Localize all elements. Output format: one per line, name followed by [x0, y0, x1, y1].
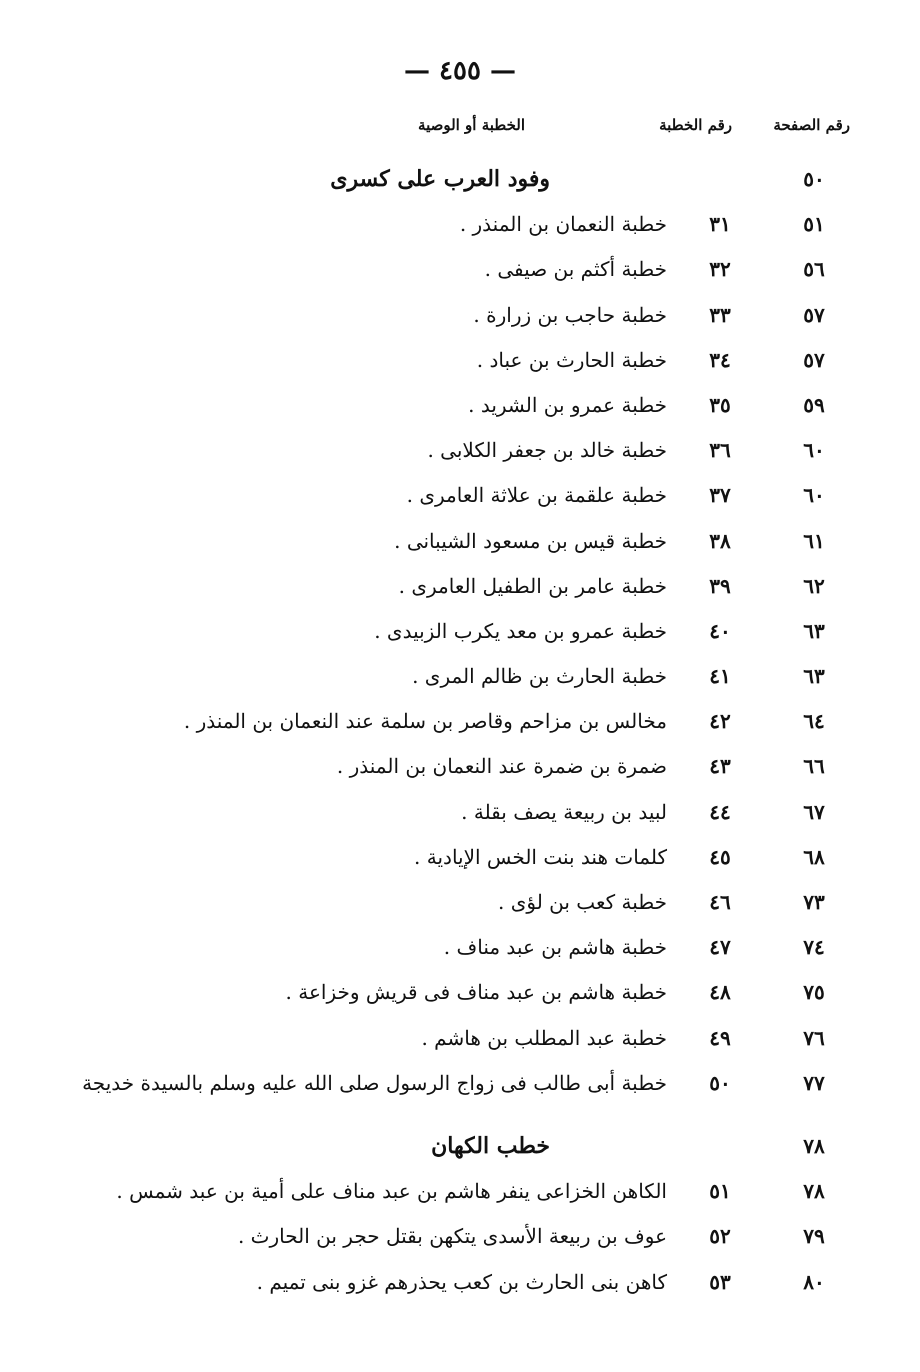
page-number-cell: ٦٢	[803, 573, 825, 598]
speech-number-cell: ٣٥	[709, 392, 731, 417]
speech-number-cell: ٤٤	[709, 799, 731, 824]
speech-number-cell: ٤٠	[709, 618, 731, 643]
speech-title-cell: خطبة عامر بن الطفيل العامرى .	[398, 573, 667, 598]
speech-title-cell: خطبة عمرو بن معد يكرب الزبيدى .	[374, 618, 667, 643]
page-number-cell: ٧٥	[803, 980, 825, 1005]
page-number-cell: ٧٤	[803, 935, 825, 960]
page-number-cell: ٦٠	[803, 483, 825, 508]
speech-title-cell: لبيد بن ربيعة يصف بقلة .	[461, 799, 667, 824]
speech-number-cell: ٤٢	[709, 709, 731, 734]
table-row	[0, 655, 920, 700]
speech-number-cell: ٣١	[709, 212, 731, 237]
page-number-cell: ٦٣	[803, 664, 825, 689]
table-row	[0, 926, 920, 971]
header-page-number: رقم الصفحة	[773, 116, 850, 134]
table-row	[0, 1062, 920, 1107]
table-row	[0, 520, 920, 565]
section-title: خطب الكهان	[431, 1132, 550, 1159]
speech-number-cell: ٤٨	[709, 980, 731, 1005]
speech-number-cell: ٣٦	[709, 438, 731, 463]
page-number-cell: ٧٨	[803, 1179, 825, 1204]
table-row	[0, 700, 920, 745]
table-row	[0, 339, 920, 384]
header-speech-number: رقم الخطبة	[659, 116, 732, 134]
table-row	[0, 881, 920, 926]
speech-title-cell: عوف بن ربيعة الأسدى يتكهن بقتل حجر بن الحارث .	[237, 1224, 667, 1249]
header-speech-title: الخطبة أو الوصية	[418, 116, 525, 134]
section-heading-row	[0, 1125, 920, 1170]
speech-number-cell: ٤٥	[709, 844, 731, 869]
speech-title-cell: خطبة النعمان بن المنذر .	[459, 212, 667, 237]
table-row	[0, 971, 920, 1016]
speech-title-cell: خطبة هاشم بن عبد مناف .	[443, 935, 667, 960]
table-row	[0, 474, 920, 519]
speech-title-cell: خطبة أبى طالب فى زواج الرسول صلى الله عليه وسلم بالسيدة خديجة	[82, 1070, 667, 1095]
speech-number-cell: ٥٣	[709, 1269, 731, 1294]
page-number-cell: ٥٩	[803, 392, 825, 417]
speech-number-cell: ٤٦	[709, 890, 731, 914]
table-row	[0, 1215, 920, 1260]
page-number-cell: ٦٠	[803, 438, 825, 463]
speech-title-cell: كاهن بنى الحارث بن كعب يحذرهم غزو بنى تميم .	[256, 1269, 667, 1294]
table-row	[0, 248, 920, 293]
speech-title-cell: خطبة حاجب بن زرارة .	[473, 302, 667, 327]
page-number-cell: ٦٤	[803, 709, 825, 734]
speech-title-cell: خطبة قيس بن مسعود الشيبانى .	[394, 528, 667, 553]
table-row	[0, 203, 920, 248]
speech-title-cell: كلمات هند بنت الخس الإيادية .	[414, 844, 667, 869]
page-number-cell: ٥٧	[803, 302, 825, 327]
page-number-cell: ٧٦	[803, 1025, 825, 1050]
page-number: — ٤٥٥ —	[403, 56, 517, 86]
table-row	[0, 1017, 920, 1062]
speech-title-cell: مخالس بن مزاحم وقاصر بن سلمة عند النعمان بن المنذر .	[183, 709, 667, 734]
page-number-cell: ٥٦	[803, 257, 825, 282]
page-number-cell: ٦٣	[803, 618, 825, 643]
speech-number-cell: ٤٧	[709, 935, 731, 960]
table-row	[0, 791, 920, 836]
table-row	[0, 1261, 920, 1306]
page-number-cell: ٥٠	[803, 167, 825, 191]
page-number-cell: ٨٠	[803, 1269, 825, 1294]
speech-number-cell: ٣٣	[709, 302, 731, 327]
speech-number-cell: ٣٩	[709, 573, 731, 598]
table-row	[0, 429, 920, 474]
table-row	[0, 1170, 920, 1215]
section-title: وفود العرب على كسرى	[330, 166, 550, 192]
page-number-cell: ٧٨	[803, 1133, 825, 1158]
speech-number-cell: ٤٣	[709, 754, 731, 779]
speech-title-cell: خطبة علقمة بن علاثة العامرى .	[406, 483, 667, 508]
page-number-cell: ٦٨	[803, 844, 825, 869]
speech-number-cell: ٥٢	[709, 1224, 731, 1249]
table-row	[0, 836, 920, 881]
table-row	[0, 294, 920, 339]
speech-title-cell: خطبة عمرو بن الشريد .	[468, 392, 667, 417]
speech-title-cell: ضمرة بن ضمرة عند النعمان بن المنذر .	[336, 754, 667, 779]
section-heading-row	[0, 158, 920, 203]
speech-title-cell: خطبة هاشم بن عبد مناف فى قريش وخزاعة .	[285, 980, 667, 1005]
page-number-cell: ٥١	[803, 212, 825, 237]
speech-title-cell: خطبة كعب بن لؤى .	[498, 890, 667, 914]
speech-title-cell: خطبة خالد بن جعفر الكلابى .	[427, 438, 667, 463]
page-number-cell: ٦٧	[803, 799, 825, 824]
speech-number-cell: ٤١	[709, 664, 731, 689]
page-number-cell: ٧٩	[803, 1224, 825, 1249]
speech-number-cell: ٥٠	[709, 1070, 731, 1095]
index-table	[0, 158, 920, 1306]
page-number-cell: ٦١	[803, 528, 825, 553]
speech-title-cell: خطبة الحارث بن ظالم المرى .	[412, 664, 667, 689]
speech-number-cell: ٣٤	[709, 347, 731, 372]
table-row	[0, 610, 920, 655]
page-number-cell: ٥٧	[803, 347, 825, 372]
speech-number-cell: ٣٧	[709, 483, 731, 508]
page-number-cell: ٧٣	[803, 890, 825, 914]
page-number-cell: ٦٦	[803, 754, 825, 779]
row-spacer	[0, 1107, 920, 1125]
speech-title-cell: خطبة الحارث بن عباد .	[476, 347, 667, 372]
speech-number-cell: ٣٢	[709, 257, 731, 282]
page-number-cell: ٧٧	[803, 1070, 825, 1095]
speech-title-cell: الكاهن الخزاعى ينفر هاشم بن عبد مناف على أمية بن عبد شمس .	[116, 1179, 667, 1204]
speech-number-cell: ٣٨	[709, 528, 731, 553]
speech-number-cell: ٤٩	[709, 1025, 731, 1050]
table-row	[0, 565, 920, 610]
table-row	[0, 745, 920, 790]
speech-title-cell: خطبة أكثم بن صيفى .	[484, 257, 667, 282]
speech-number-cell: ٥١	[709, 1179, 731, 1204]
speech-title-cell: خطبة عبد المطلب بن هاشم .	[421, 1025, 667, 1050]
table-row	[0, 384, 920, 429]
